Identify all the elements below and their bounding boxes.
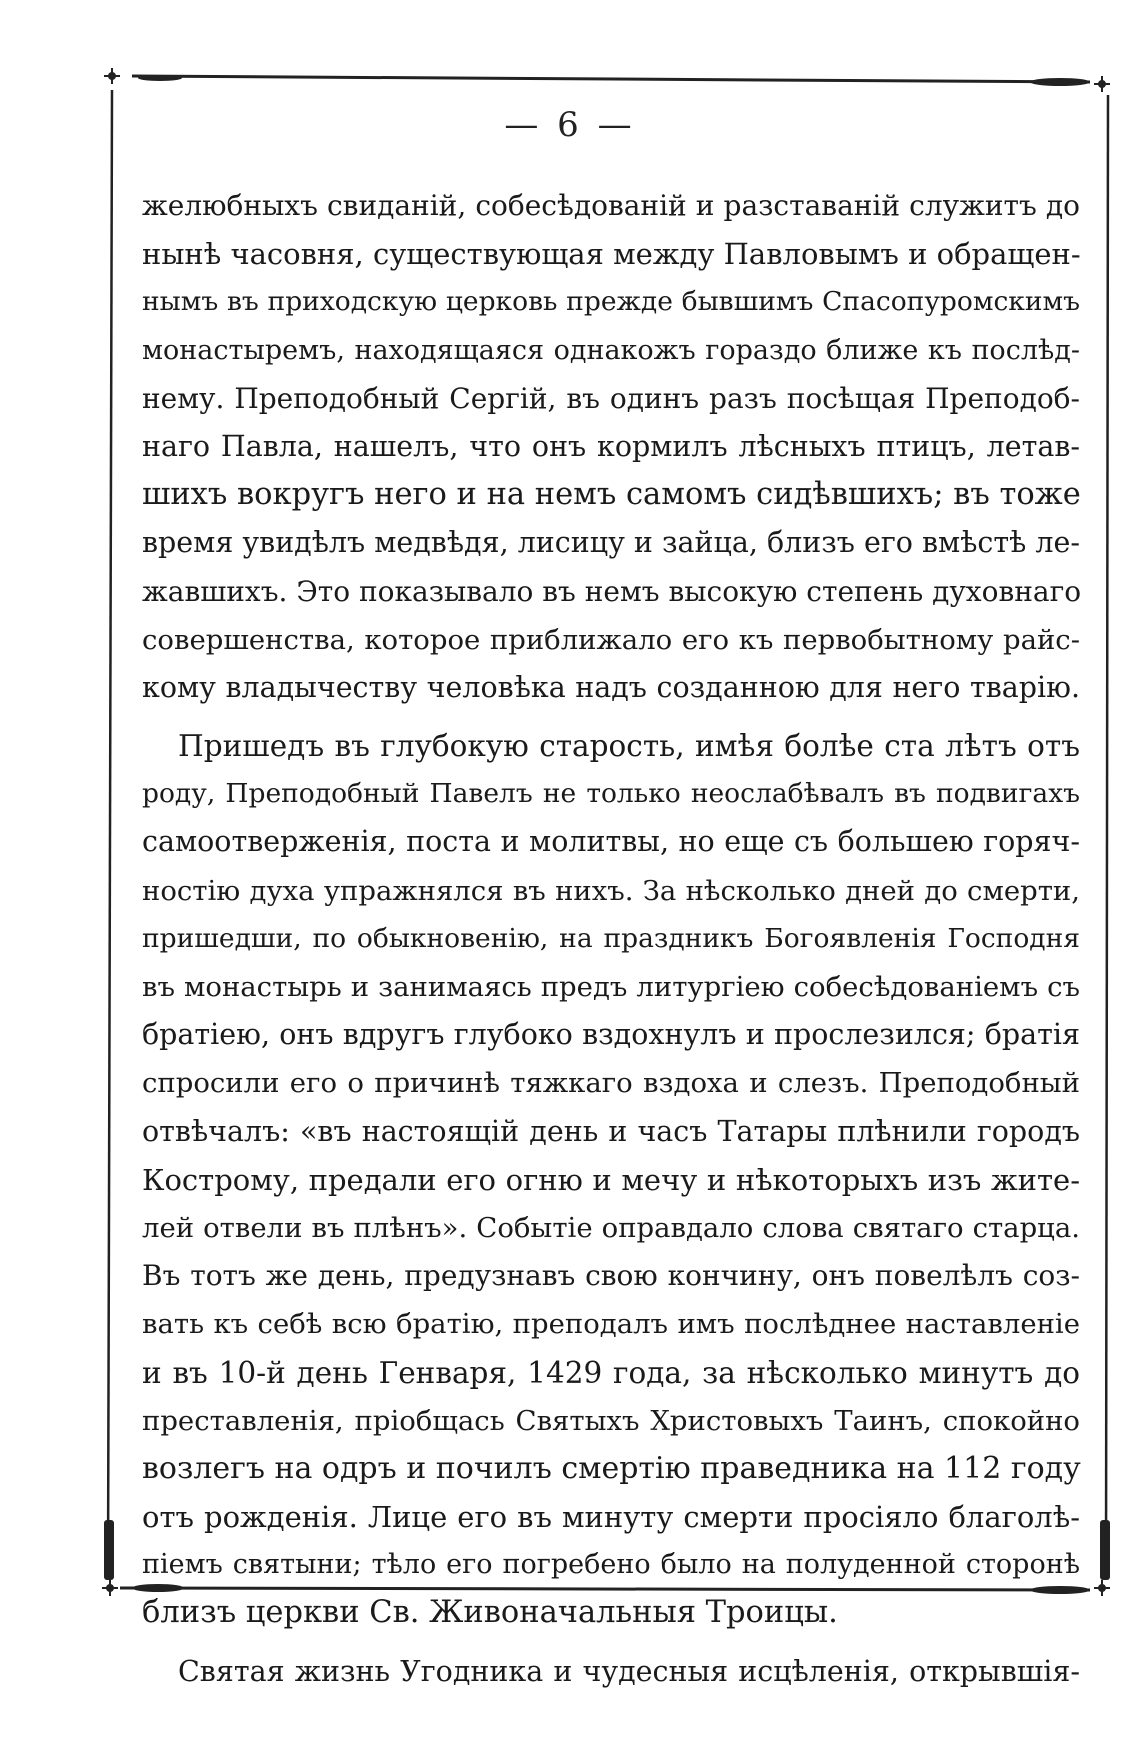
- text-line: наго Павла, нашелъ, что онъ кормилъ лѣсныхъ птицъ, летав-: [142, 429, 1080, 463]
- text-line: Въ тотъ же день, предузнавъ свою кончину, онъ повелѣлъ соз-: [142, 1259, 1080, 1293]
- text-line: отвѣчалъ: «въ настоящій день и часъ Татары плѣнили городъ: [142, 1114, 1080, 1148]
- text-line: въ монастырь и занимаясь предъ литургіею собесѣдованіемъ съ: [142, 971, 1080, 1003]
- paragraph-1: [142, 182, 1080, 712]
- text-line: кому владычеству человѣка надъ созданною для него тварію.: [142, 670, 1080, 704]
- text-line: шихъ вокругъ него и на немъ самомъ сидѣвшихъ; въ тоже: [142, 477, 1081, 513]
- text-line: лей отвели въ плѣнъ». Событіе оправдало слова святаго старца.: [142, 1211, 1080, 1244]
- paragraph-3: [142, 1648, 1080, 1696]
- text-line: братіею, онъ вдругъ глубоко вздохнулъ и прослезился; братія: [142, 1018, 1080, 1052]
- text-line: нымъ въ приходскую церковь прежде бывшимъ Спасопуромскимъ: [142, 286, 1080, 318]
- text-line: Пришедъ въ глубокую старость, имѣя болѣе ста лѣтъ отъ: [178, 729, 1080, 764]
- paragraph-2: [142, 722, 1080, 1638]
- text-line: спросили его о причинѣ тяжкаго вздоха и слезъ. Преподобный: [142, 1067, 1080, 1100]
- page-text: [142, 182, 1080, 1696]
- text-line: преставленія, пріобщась Святыхъ Христовыхъ Таинъ, спокойно: [142, 1404, 1080, 1437]
- text-line: жавшихъ. Это показывало въ немъ высокую степень духовнаго: [142, 574, 1082, 608]
- text-line: близъ церкви Св. Живоначальныя Троицы.: [142, 1595, 838, 1631]
- text-line: время увидѣлъ медвѣдя, лисицу и зайца, близъ его вмѣстѣ ле-: [142, 526, 1080, 560]
- text-line: и въ 10-й день Генваря, 1429 года, за нѣсколько минутъ до: [142, 1355, 1080, 1390]
- text-line: совершенства, которое приближало его къ первобытному райс-: [142, 623, 1080, 656]
- page-number: — 6 —: [504, 105, 636, 145]
- text-line: пришедши, по обыкновенію, на праздникъ Богоявленія Господня: [142, 922, 1080, 954]
- text-line: отъ рожденія. Лице его въ минуту смерти просіяло благолѣ-: [142, 1500, 1080, 1535]
- text-line: самоотверженія, поста и молитвы, но еще съ большею горяч-: [142, 825, 1080, 859]
- text-line: вать къ себѣ всю братію, преподалъ имъ послѣднее наставленіе: [142, 1308, 1080, 1341]
- text-line: ностію духа упражнялся въ нихъ. За нѣсколько дней до смерти,: [142, 874, 1080, 907]
- text-line: нынѣ часовня, существующая между Павловымъ и обращен-: [142, 237, 1081, 272]
- text-line: желюбныхъ свиданій, собесѣдованій и разставаній служитъ до: [142, 189, 1080, 222]
- text-line: возлегъ на одръ и почилъ смертію праведника на 112 году: [142, 1450, 1081, 1486]
- text-line: роду, Преподобный Павелъ не только неослабѣвалъ въ подвигахъ: [142, 778, 1080, 810]
- text-line: монастыремъ, находящаяся однакожъ гораздо ближе къ послѣд-: [142, 334, 1080, 366]
- text-line: нему. Преподобный Сергій, въ одинъ разъ посѣщая Преподоб-: [142, 381, 1080, 415]
- text-line: Святая жизнь Угодника и чудесныя исцѣленія, открывшія-: [178, 1654, 1080, 1688]
- text-line: Кострому, предали его огню и мечу и нѣкоторыхъ изъ жите-: [142, 1162, 1080, 1197]
- text-line: піемъ святыни; тѣло его погребено было на полуденной сторонѣ: [142, 1549, 1080, 1581]
